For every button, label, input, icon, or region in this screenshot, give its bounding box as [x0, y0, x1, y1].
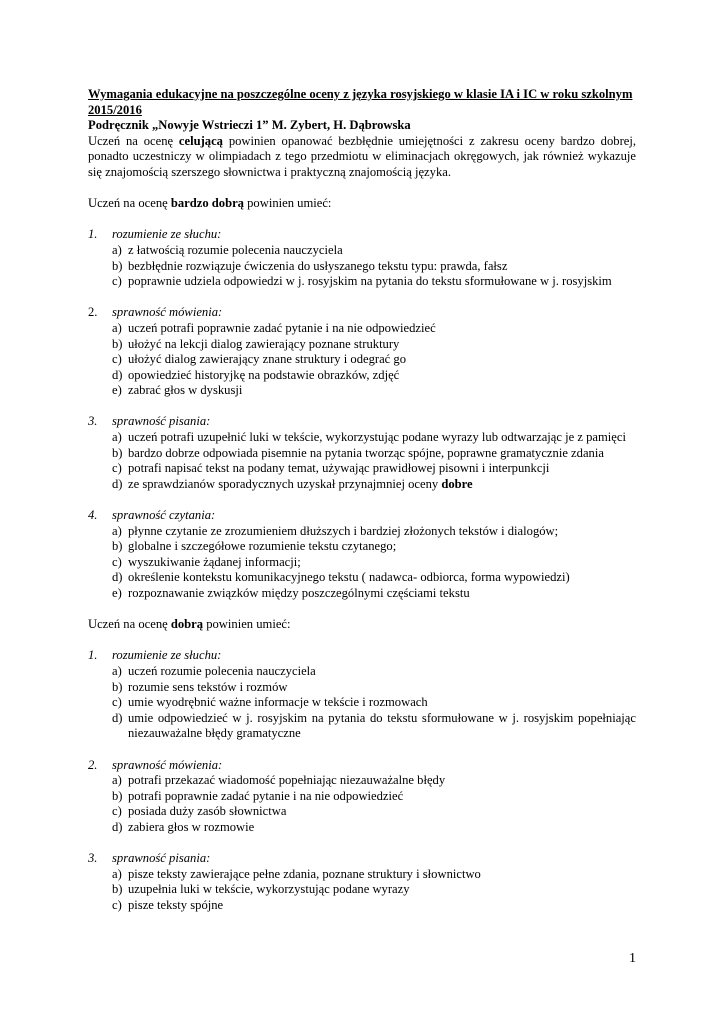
list-item: d) ze sprawdzianów sporadycznych uzyskał przynajmniej oceny dobre [112, 476, 473, 491]
list-item: a) pisze teksty zawierające pełne zdania, poznane struktury i słownictwo [112, 866, 481, 881]
list-item: d) umie odpowiedzieć w j. rosyjskim na pytania do tekstu sformułowane w j. rosyjskim popełniając niezauważalne błędy gramatyczne [112, 710, 636, 741]
list-item: b) globalne i szczegółowe rozumienie tekstu czytanego; [112, 539, 397, 554]
list-item: a) uczeń potrafi uzupełnić luki w tekście, wykorzystując podane wyrazy lub odtwarzając je z pamięci [112, 430, 626, 445]
section-heading: 3. sprawność pisania: [88, 414, 211, 429]
list-item: c) posiada duży zasób słownictwa [112, 804, 287, 819]
page-number: 1 [629, 951, 636, 966]
intro-bardzo-dobra: Uczeń na ocenę bardzo dobrą powinien umieć: [88, 196, 332, 211]
list-item: b) uzupełnia luki w tekście, wykorzystując podane wyrazy [112, 882, 410, 897]
list-item: b) bardzo dobrze odpowiada pisemnie na pytania tworząc spójne, poprawne gramatycznie zdania [112, 445, 604, 460]
list-item: b) ułożyć na lekcji dialog zawierający poznane struktury [112, 336, 400, 351]
list-item: a) potrafi przekazać wiadomość popełniając niezauważalne błędy [112, 773, 446, 788]
document-page [88, 87, 636, 913]
list-item: b) bezbłędnie rozwiązuje ćwiczenia do usłyszanego tekstu typu: prawda, fałsz [112, 258, 508, 273]
intro-celujaca: Uczeń na ocenę celującą powinien opanować bezbłędnie umiejętności z zakresu oceny bardzo dobrej, ponadto uczestniczy w olimpiadach z tego przedmiotu w eliminacjach okręgowych, jak również wykazuje się znajomością szerszego słownictwa i praktyczną znajomością języka. [88, 133, 637, 179]
list-item: a) uczeń potrafi poprawnie zadać pytanie i na nie odpowiedzieć [112, 320, 436, 335]
list-item: a) płynne czytanie ze zrozumieniem dłuższych i bardziej złożonych tekstów i dialogów; [112, 523, 559, 538]
list-item: a) uczeń rozumie polecenia nauczyciela [112, 663, 316, 678]
list-item: b) rozumie sens tekstów i rozmów [112, 679, 288, 694]
list-item: c) wyszukiwanie żądanej informacji; [112, 554, 301, 569]
document-title: Wymagania edukacyjne na poszczególne oceny z języka rosyjskiego w klasie IA i IC w roku szkolnym 2015/2016 [88, 87, 633, 117]
list-item: c) umie wyodrębnić ważne informacje w tekście i rozmowach [112, 695, 428, 710]
section-heading: 2. sprawność mówienia: [88, 305, 223, 320]
list-item: c) potrafi napisać tekst na podany temat, używając prawidłowej pisowni i interpunkcji [112, 461, 550, 476]
section-heading: 3. sprawność pisania: [88, 851, 211, 866]
list-item: c) pisze teksty spójne [112, 897, 224, 912]
section-heading: 2. sprawność mówienia: [88, 757, 223, 772]
list-item: d) zabiera głos w rozmowie [112, 819, 255, 834]
section-heading: 1. rozumienie ze słuchu: [88, 648, 222, 663]
list-item: e) zabrać głos w dyskusji [112, 383, 243, 398]
intro-dobra: Uczeń na ocenę dobrą powinien umieć: [88, 617, 291, 632]
list-item: c) poprawnie udziela odpowiedzi w j. rosyjskim na pytania do tekstu sformułowane w j. rosyjskim [112, 274, 612, 289]
section-heading: 4. sprawność czytania: [88, 508, 216, 523]
list-item: d) określenie kontekstu komunikacyjnego tekstu ( nadawca- odbiorca, forma wypowiedzi) [112, 570, 570, 585]
section-heading: 1. rozumienie ze słuchu: [88, 227, 222, 242]
list-item: a) z łatwością rozumie polecenia nauczyciela [112, 242, 343, 257]
list-item: b) potrafi poprawnie zadać pytanie i na nie odpowiedzieć [112, 788, 404, 803]
list-item: e) rozpoznawanie związków między poszczególnymi częściami tekstu [112, 586, 470, 600]
textbook-line: Podręcznik „Nowyje Wstrieczi 1” M. Zybert, H. Dąbrowska [88, 118, 411, 133]
list-item: d) opowiedzieć historyjkę na podstawie obrazków, zdjęć [112, 367, 400, 382]
list-item: c) ułożyć dialog zawierający znane struktury i odegrać go [112, 352, 406, 367]
